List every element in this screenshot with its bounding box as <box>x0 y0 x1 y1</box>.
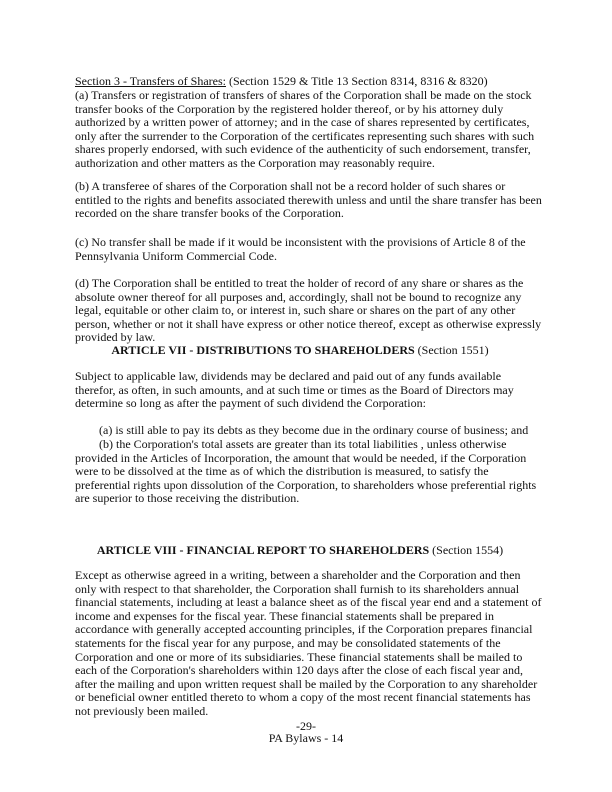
text-line: only after the surrender to the Corporation of the certificates representing such shares with such <box>75 128 535 143</box>
paragraph-d <box>75 277 555 345</box>
section-title: Section 3 - Transfers of Shares: <box>75 74 226 88</box>
text-line: person, whether or not it shall have express or other notice thereof, except as otherwise expressly <box>75 316 542 331</box>
text-line: absolute owner thereof for all purposes and, accordingly, shall not be bound to recognize any <box>75 289 522 304</box>
text-line: were to be dissolved at the time as of which the distribution is measured, to satisfy the <box>75 464 489 479</box>
text-line: Subject to applicable law, dividends may be declared and paid out of any funds available <box>75 369 502 383</box>
text-line: Pennsylvania Uniform Commercial Code. <box>75 248 277 263</box>
article-7-title: ARTICLE VII - DISTRIBUTIONS TO SHAREHOLDERS <box>111 343 415 357</box>
text-line: Except as otherwise agreed in a writing, between a shareholder and the Corporation and then <box>75 568 521 582</box>
text-line: transfer books of the Corporation by the registered holder thereof, or by his attorney duly <box>75 101 504 116</box>
section-citation: (Section 1529 & Title 13 Section 8314, 8316 & 8320) <box>225 74 488 88</box>
paragraph-a <box>75 89 555 171</box>
text-line: provided by law. <box>75 330 156 345</box>
text-line: (c) No transfer shall be made if it would be inconsistent with the provisions of Article 8 of the <box>75 235 526 249</box>
text-line: authorization and other matters as the Corporation may reasonably require. <box>75 155 435 170</box>
text-line: accordance with generally accepted accounting principles, if the Corporation prepares financial <box>75 622 533 637</box>
paragraph-c <box>75 236 555 263</box>
text-line: not previously been mailed. <box>75 703 209 718</box>
article-7-citation: (Section 1551) <box>414 343 489 357</box>
document-label: PA Bylaws - 14 <box>268 731 344 745</box>
text-line: each of the Corporation's shareholders within 120 days after the close of each fiscal year and, <box>75 663 523 678</box>
text-line: Corporation and one or more of its subsidiaries. These financial statements shall be mailed to <box>75 649 523 664</box>
page-number: -29- <box>296 719 316 733</box>
text-line: (b) the Corporation's total assets are greater than its total liabilities , unless otherwise <box>99 437 507 451</box>
text-line: financial statements, including at least a balance sheet as of the fiscal year end and a statement of <box>75 595 542 610</box>
text-line: (d) The Corporation shall be entitled to treat the holder of record of any share or shares as the <box>75 276 524 290</box>
text-line: income and expenses for the fiscal year. These financial statements shall be prepared in <box>75 608 494 623</box>
text-line: (a) is still able to pay its debts as they become due in the ordinary course of business; and <box>99 423 529 437</box>
text-line: provided in the Articles of Incorporation, the amount that would be needed, if the Corporation <box>75 450 527 465</box>
text-line: only with respect to that shareholder, the Corporation shall furnish to its shareholders annual <box>75 581 520 596</box>
article-7-heading <box>60 344 540 358</box>
text-line: recorded on the share transfer books of the Corporation. <box>75 206 344 221</box>
paragraph-b <box>75 180 555 221</box>
text-line: authorized by a written power of attorney; and in the case of shares represented by certificates, <box>75 115 530 130</box>
article-8-citation: (Section 1554) <box>429 543 504 557</box>
section-3-heading <box>75 75 555 89</box>
text-line: (a) Transfers or registration of transfers of shares of the Corporation shall be made on the stock <box>75 88 532 102</box>
text-line: therefor, as often, in such amounts, and at such time or times as the Board of Directors may <box>75 382 514 397</box>
text-line: or beneficial owner entitled thereto to whom a copy of the most recent financial statements has <box>75 690 531 705</box>
text-line: determine so long as after the payment of such dividend the Corporation: <box>75 396 426 411</box>
text-line: are superior to those receiving the distribution. <box>75 491 300 506</box>
text-line: shares properly endorsed, with such evidence of the authenticity of such endorsement, transfer, <box>75 142 531 157</box>
article-8-heading <box>60 544 540 558</box>
article-7-intro <box>75 370 555 411</box>
text-line: after the mailing and upon written request shall be mailed by the Corporation to any shareholder <box>75 676 538 691</box>
article-7-item-b <box>75 438 555 506</box>
text-line: preferential rights upon dissolution of the Corporation, to shareholders whose preferential rights <box>75 477 537 492</box>
article-7-item-a <box>75 424 579 438</box>
text-line: (b) A transferee of shares of the Corporation shall not be a record holder of such shares or <box>75 179 506 193</box>
text-line: entitled to the rights and benefits associated therewith unless and until the share transfer has been <box>75 192 542 207</box>
text-line: statements for the fiscal year for any purpose, and may be consolidated statements of the <box>75 635 501 650</box>
article-8-paragraph <box>75 569 555 719</box>
article-8-title: ARTICLE VIII - FINANCIAL REPORT TO SHAREHOLDERS <box>96 543 430 557</box>
text-line: legal, equitable or other claim to, or interest in, such share or shares on the part of any other <box>75 303 516 318</box>
